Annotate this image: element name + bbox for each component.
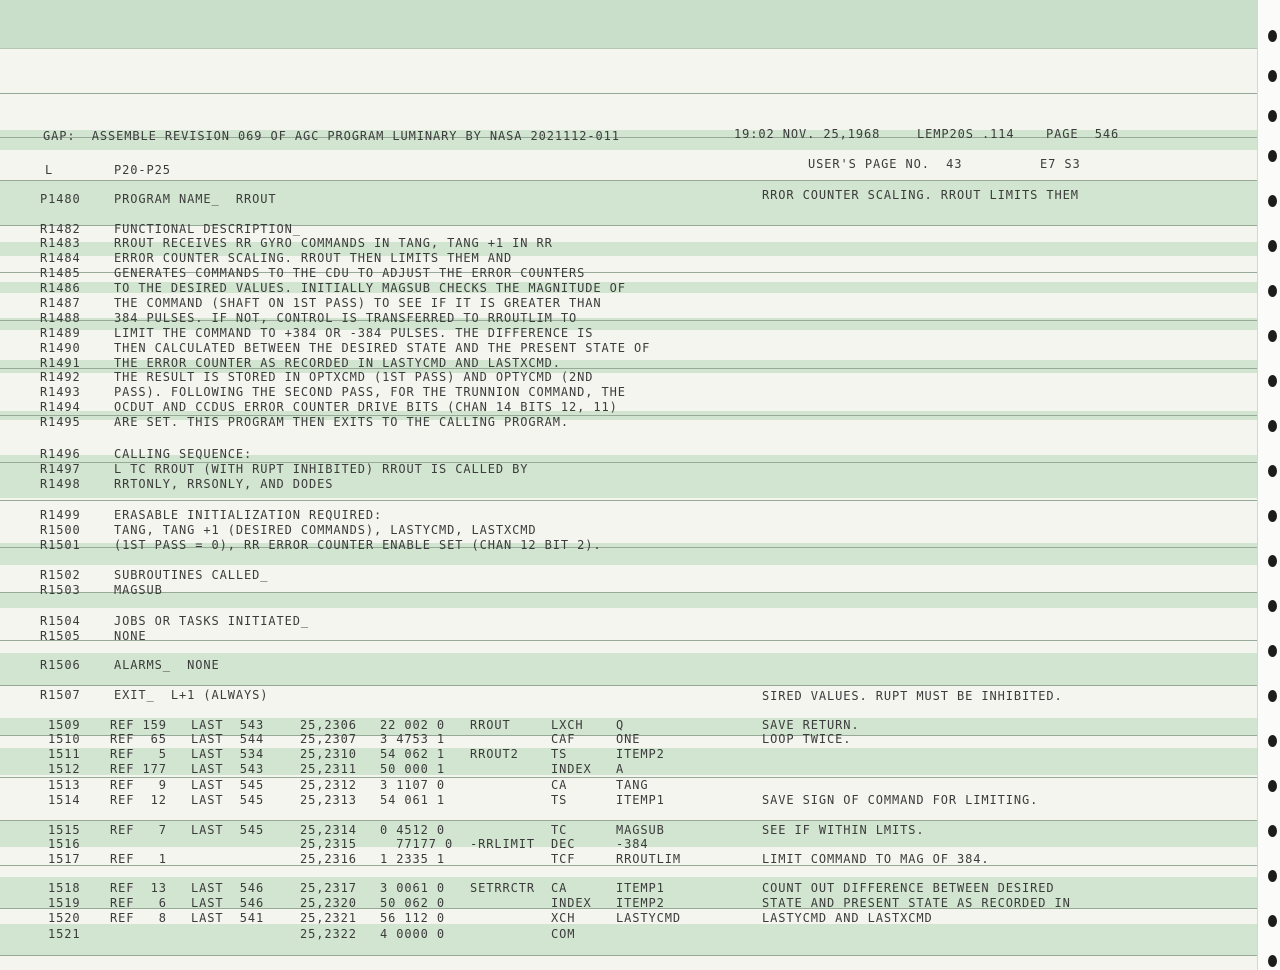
user-page-number: USER'S PAGE NO. 43 — [808, 157, 963, 171]
opcode: CA — [551, 778, 568, 792]
source-line-number: 1512 — [48, 762, 81, 776]
line-id: R1498 — [40, 477, 81, 491]
timestamp: 19:02 NOV. 25,1968 — [734, 127, 881, 141]
source-line-number: 1521 — [48, 927, 81, 941]
octal-word: 1 2335 1 — [380, 852, 445, 866]
last-ref: LAST 541 — [191, 911, 265, 925]
ref-count: REF 12 — [110, 793, 167, 807]
last-ref: LAST 544 — [191, 732, 265, 746]
right-note-r1507: SIRED VALUES. RUPT MUST BE INHIBITED. — [762, 689, 1063, 703]
comment-text: EXIT_ L+1 (ALWAYS) — [114, 688, 269, 702]
comment-text: THE ERROR COUNTER AS RECORDED IN LASTYCMD AND LASTXCMD. — [114, 356, 561, 370]
ref-count: REF 8 — [110, 911, 167, 925]
code-comment: SEE IF WITHIN LMITS. — [762, 823, 925, 837]
ref-count: REF 9 — [110, 778, 167, 792]
comment-text: ARE SET. THIS PROGRAM THEN EXITS TO THE CALLING PROGRAM. — [114, 415, 569, 429]
line-id: R1506 — [40, 658, 81, 672]
greenbar-rule — [0, 685, 1258, 686]
comment-text: ERASABLE INITIALIZATION REQUIRED: — [114, 508, 383, 522]
address: 25,2320 — [300, 896, 357, 910]
opcode: TC — [551, 823, 568, 837]
line-id: R1487 — [40, 296, 81, 310]
comment-text: THE COMMAND (SHAFT ON 1ST PASS) TO SEE IF IT IS GREATER THAN — [114, 296, 602, 310]
ref-count: REF 5 — [110, 747, 167, 761]
opcode: TS — [551, 747, 568, 761]
ref-count: REF 6 — [110, 896, 167, 910]
code-comment: COUNT OUT DIFFERENCE BETWEEN DESIRED — [762, 881, 1055, 895]
source-line-number: 1518 — [48, 881, 81, 895]
symbol-label: RROUT — [470, 718, 511, 732]
feed-hole — [1268, 735, 1277, 747]
line-id: R1507 — [40, 688, 81, 702]
octal-word: 77177 0 — [380, 837, 454, 851]
comment-text: SUBROUTINES CALLED_ — [114, 568, 269, 582]
feed-hole — [1268, 420, 1277, 432]
feed-hole — [1268, 825, 1277, 837]
address: 25,2322 — [300, 927, 357, 941]
opcode: DEC — [551, 837, 576, 851]
comment-text: TO THE DESIRED VALUES. INITIALLY MAGSUB CHECKS THE MAGNITUDE OF — [114, 281, 626, 295]
line-id: R1486 — [40, 281, 81, 295]
feed-hole — [1268, 375, 1277, 387]
opcode: CA — [551, 881, 568, 895]
operand: -384 — [616, 837, 649, 851]
feed-hole — [1268, 645, 1277, 657]
opcode: XCH — [551, 911, 576, 925]
last-ref: LAST 546 — [191, 881, 265, 895]
line-id: R1504 — [40, 614, 81, 628]
column-l: L — [45, 163, 54, 177]
comment-text: OCDUT AND CCDUS ERROR COUNTER DRIVE BITS (CHAN 14 BITS 12, 11) — [114, 400, 618, 414]
sheet-code: E7 S3 — [1040, 157, 1081, 171]
comment-text: L TC RROUT (WITH RUPT INHIBITED) RROUT IS CALLED BY — [114, 462, 529, 476]
feed-hole — [1268, 150, 1277, 162]
opcode: INDEX — [551, 896, 592, 910]
last-ref: LAST 545 — [191, 778, 265, 792]
code-comment: LIMIT COMMAND TO MAG OF 384. — [762, 852, 990, 866]
address: 25,2314 — [300, 823, 357, 837]
feed-hole — [1268, 70, 1277, 82]
feed-hole — [1268, 195, 1277, 207]
line-id: R1494 — [40, 400, 81, 414]
line-id: R1499 — [40, 508, 81, 522]
feed-hole — [1268, 780, 1277, 792]
comment-text: TANG, TANG +1 (DESIRED COMMANDS), LASTYCMD, LASTXCMD — [114, 523, 537, 537]
last-ref: LAST 546 — [191, 896, 265, 910]
code-comment: SAVE RETURN. — [762, 718, 860, 732]
opcode: TCF — [551, 852, 576, 866]
octal-word: 50 000 1 — [380, 762, 445, 776]
assembly-header: GAP: ASSEMBLE REVISION 069 OF AGC PROGRAM LUMINARY BY NASA 2021112-011 — [43, 129, 620, 143]
line-id: R1501 — [40, 538, 81, 552]
address: 25,2315 — [300, 837, 357, 851]
operand: Q — [616, 718, 625, 732]
ref-count: REF 7 — [110, 823, 167, 837]
source-line-number: 1520 — [48, 911, 81, 925]
comment-text: LIMIT THE COMMAND TO +384 OR -384 PULSES. THE DIFFERENCE IS — [114, 326, 594, 340]
code-comment: LASTYCMD AND LASTXCMD — [762, 911, 933, 925]
last-ref: LAST 545 — [191, 793, 265, 807]
source-line-number: 1509 — [48, 718, 81, 732]
line-id: R1491 — [40, 356, 81, 370]
opcode: LXCH — [551, 718, 584, 732]
comment-text: THEN CALCULATED BETWEEN THE DESIRED STATE AND THE PRESENT STATE OF — [114, 341, 651, 355]
ref-count: REF 65 — [110, 732, 167, 746]
line-id: P1480 — [40, 192, 81, 206]
comment-text: PROGRAM NAME_ RROUT — [114, 192, 277, 206]
line-id: R1500 — [40, 523, 81, 537]
greenbar-band — [0, 924, 1258, 955]
greenbar-rule — [0, 640, 1258, 641]
ref-count: REF 1 — [110, 852, 167, 866]
octal-word: 50 062 0 — [380, 896, 445, 910]
line-id: R1485 — [40, 266, 81, 280]
line-id: R1489 — [40, 326, 81, 340]
opcode: TS — [551, 793, 568, 807]
octal-word: 3 4753 1 — [380, 732, 445, 746]
address: 25,2310 — [300, 747, 357, 761]
feed-hole — [1268, 285, 1277, 297]
comment-text: FUNCTIONAL DESCRIPTION_ — [114, 222, 301, 236]
opcode: INDEX — [551, 762, 592, 776]
source-line-number: 1514 — [48, 793, 81, 807]
feed-hole — [1268, 600, 1277, 612]
feed-hole — [1268, 915, 1277, 927]
program-filename: LEMP20S .114 — [917, 127, 1015, 141]
page-number: PAGE 546 — [1046, 127, 1120, 141]
source-line-number: 1519 — [48, 896, 81, 910]
octal-word: 56 112 0 — [380, 911, 445, 925]
line-id: R1483 — [40, 236, 81, 250]
right-note-p1480: RROR COUNTER SCALING. RROUT LIMITS THEM — [762, 188, 1079, 202]
ref-count: REF 159 — [110, 718, 167, 732]
comment-text: ERROR COUNTER SCALING. RROUT THEN LIMITS THEM AND — [114, 251, 513, 265]
comment-text: CALLING SEQUENCE: — [114, 447, 253, 461]
operand: ITEMP2 — [616, 896, 665, 910]
feed-hole — [1268, 240, 1277, 252]
comment-text: THE RESULT IS STORED IN OPTXCMD (1ST PASS) AND OPTYCMD (2ND — [114, 370, 594, 384]
greenbar-rule — [0, 93, 1258, 94]
address: 25,2313 — [300, 793, 357, 807]
ref-count: REF 13 — [110, 881, 167, 895]
octal-word: 0 4512 0 — [380, 823, 445, 837]
operand: ITEMP2 — [616, 747, 665, 761]
feed-hole — [1268, 955, 1277, 967]
comment-text: ALARMS_ NONE — [114, 658, 220, 672]
code-comment: SAVE SIGN OF COMMAND FOR LIMITING. — [762, 793, 1039, 807]
line-id: R1503 — [40, 583, 81, 597]
octal-word: 4 0000 0 — [380, 927, 445, 941]
operand: ONE — [616, 732, 641, 746]
address: 25,2306 — [300, 718, 357, 732]
code-comment: LOOP TWICE. — [762, 732, 852, 746]
previous-sheet-edge — [0, 0, 1258, 49]
source-line-number: 1515 — [48, 823, 81, 837]
greenbar-rule — [0, 955, 1258, 956]
tractor-feed-strip — [1257, 0, 1280, 970]
comment-text: RRTONLY, RRSONLY, AND DODES — [114, 477, 334, 491]
feed-hole — [1268, 330, 1277, 342]
address: 25,2311 — [300, 762, 357, 776]
last-ref: LAST 545 — [191, 823, 265, 837]
octal-word: 54 062 1 — [380, 747, 445, 761]
operand: ITEMP1 — [616, 793, 665, 807]
line-id: R1482 — [40, 222, 81, 236]
operand: LASTYCMD — [616, 911, 681, 925]
octal-word: 54 061 1 — [380, 793, 445, 807]
last-ref: LAST 543 — [191, 762, 265, 776]
octal-word: 3 0061 0 — [380, 881, 445, 895]
opcode: COM — [551, 927, 576, 941]
address: 25,2317 — [300, 881, 357, 895]
feed-hole — [1268, 870, 1277, 882]
address: 25,2316 — [300, 852, 357, 866]
feed-hole — [1268, 30, 1277, 42]
feed-hole — [1268, 510, 1277, 522]
section-label: P20-P25 — [114, 163, 171, 177]
feed-hole — [1268, 465, 1277, 477]
comment-text: NONE — [114, 629, 147, 643]
line-id: R1484 — [40, 251, 81, 265]
last-ref: LAST 543 — [191, 718, 265, 732]
comment-text: JOBS OR TASKS INITIATED_ — [114, 614, 309, 628]
operand: RROUTLIM — [616, 852, 681, 866]
comment-text: GENERATES COMMANDS TO THE CDU TO ADJUST THE ERROR COUNTERS — [114, 266, 586, 280]
address: 25,2307 — [300, 732, 357, 746]
feed-hole — [1268, 110, 1277, 122]
greenbar-rule — [0, 500, 1258, 501]
opcode: CAF — [551, 732, 576, 746]
source-line-number: 1513 — [48, 778, 81, 792]
symbol-label: RROUT2 — [470, 747, 519, 761]
feed-hole — [1268, 690, 1277, 702]
line-id: R1496 — [40, 447, 81, 461]
symbol-label: SETRRCTR — [470, 881, 535, 895]
line-id: R1493 — [40, 385, 81, 399]
line-id: R1495 — [40, 415, 81, 429]
octal-word: 22 002 0 — [380, 718, 445, 732]
line-id: R1497 — [40, 462, 81, 476]
comment-text: 384 PULSES. IF NOT, CONTROL IS TRANSFERRED TO RROUTLIM TO — [114, 311, 578, 325]
comment-text: MAGSUB — [114, 583, 163, 597]
line-id: R1492 — [40, 370, 81, 384]
greenbar-band — [0, 592, 1258, 608]
line-id: R1488 — [40, 311, 81, 325]
line-id: R1505 — [40, 629, 81, 643]
source-line-number: 1516 — [48, 837, 81, 851]
symbol-label: -RRLIMIT — [470, 837, 535, 851]
address: 25,2312 — [300, 778, 357, 792]
feed-hole — [1268, 555, 1277, 567]
source-line-number: 1517 — [48, 852, 81, 866]
address: 25,2321 — [300, 911, 357, 925]
operand: MAGSUB — [616, 823, 665, 837]
code-comment: STATE AND PRESENT STATE AS RECORDED IN — [762, 896, 1071, 910]
operand: A — [616, 762, 625, 776]
comment-text: RROUT RECEIVES RR GYRO COMMANDS IN TANG, TANG +1 IN RR — [114, 236, 553, 250]
ref-count: REF 177 — [110, 762, 167, 776]
source-line-number: 1511 — [48, 747, 81, 761]
comment-text: (1ST PASS = 0), RR ERROR COUNTER ENABLE SET (CHAN 12 BIT 2). — [114, 538, 602, 552]
octal-word: 3 1107 0 — [380, 778, 445, 792]
greenbar-rule — [0, 820, 1258, 821]
operand: TANG — [616, 778, 649, 792]
line-id: R1490 — [40, 341, 81, 355]
greenbar-rule — [0, 180, 1258, 181]
greenbar-rule — [0, 592, 1258, 593]
line-id: R1502 — [40, 568, 81, 582]
last-ref: LAST 534 — [191, 747, 265, 761]
comment-text: PASS). FOLLOWING THE SECOND PASS, FOR THE TRUNNION COMMAND, THE — [114, 385, 626, 399]
source-line-number: 1510 — [48, 732, 81, 746]
operand: ITEMP1 — [616, 881, 665, 895]
